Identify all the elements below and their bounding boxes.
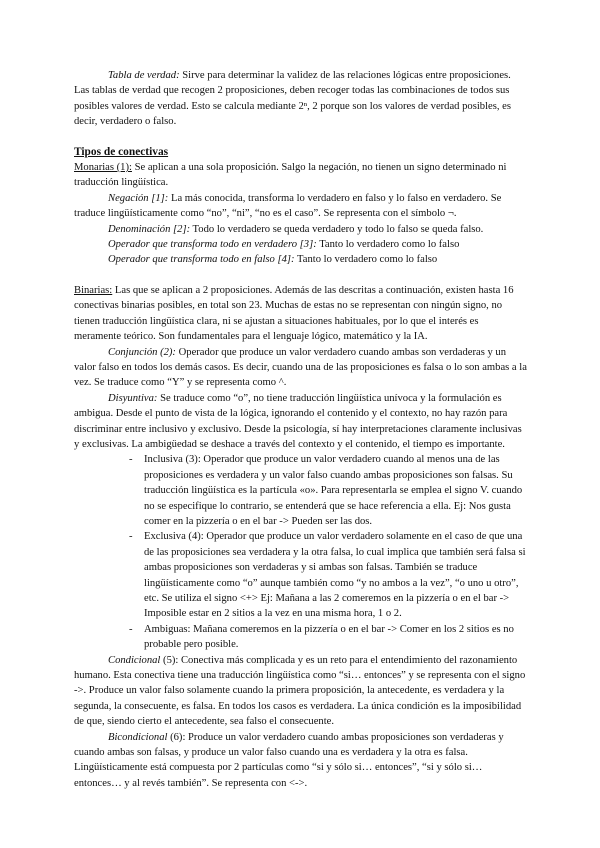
exclusiva-text: Exclusiva (4): Operador que produce un valor verdadero solamente en el caso de que una de las proposiciones sea verdadera y la otra falsa, lo cual implica que también será falsa si ambas proposiciones son verdaderas y si ambas son falsas. También se traduce lingüísticamente como “o” aunque también como “y no ambos a la vez”, “o uno u otro”, etc. Se utiliza el signo <+> Ej: Mañana a las 2 comeremos en la pizzería o en el bar -> Imposible estar en 2 sitios a la vez en una misma hora, 1 o 2. bbox=[144, 531, 526, 620]
conjuncion-text: Operador que produce un valor verdadero cuando ambas son verdaderas y un valor falso en todos los demás casos. Es decir, cuando una de las proposiciones es falsa o lo son ambas a la vez. Se traduce como “Y” y se representa como ^. bbox=[74, 346, 527, 389]
denominacion-paragraph bbox=[74, 222, 528, 237]
binarias-term: Binarias: bbox=[74, 284, 113, 296]
disyuntiva-text: Se traduce como “o”, no tiene traducción lingüística unívoca y la formulación es ambigua. Desde el punto de vista de la lógica, ignorando el contenido y el contexto, no hay razón para discriminar entre inclusivo y exclusivo. Desde la psicología, sí hay interpretaciones claramente inclusivas y exclusivas. La ambigüedad se deshace a través del contexto y el contenido, el tiempo es importante. bbox=[74, 392, 522, 450]
disyuntiva-paragraph bbox=[74, 391, 528, 453]
conjuncion-term: Conjunción (2): bbox=[108, 346, 176, 358]
monarias-term: Monarias (1): bbox=[74, 162, 132, 174]
section-title: Tipos de conectivas bbox=[74, 145, 169, 158]
truth-table-term: Tabla de verdad: bbox=[108, 70, 180, 81]
operador-verdadero-term: Operador que transforma todo en verdadero [3]: bbox=[108, 239, 317, 251]
operador-falso-term: Operador que transforma todo en falso [4]: bbox=[108, 254, 295, 266]
negacion-text: La más conocida, transforma lo verdadero en falso y lo falso en verdadero. Se traduce lingüísticamente como “no”, “ni”, “no es el caso”. Se representa con el símbolo ¬. bbox=[74, 192, 502, 220]
conjuncion-paragraph bbox=[74, 345, 528, 391]
spacer bbox=[74, 268, 528, 283]
list-item-inclusiva bbox=[129, 452, 528, 529]
bicondicional-text: (6): Produce un valor verdadero cuando ambas proposiciones son verdaderas y cuando ambas son falsas, y produce un valor falso cuando una es verdadera y la otra es falsa. Lingüísticamente está compuesta por 2 partículas como “si y sólo si… entonces”, “si y sólo si… entonces… y al revés también”. Se representa con <->. bbox=[74, 731, 504, 789]
operador-verdadero-paragraph bbox=[74, 237, 528, 252]
truth-table-text: Sirve para determinar la validez de las relaciones lógicas entre proposiciones. Las tablas de verdad que recogen 2 proposiciones, deben recoger todas las combinaciones de todos sus posibles valores de verdad. Esto se calcula mediante 2ⁿ, 2 porque son los valores de verdad posibles, es decir, verdadero o falso. bbox=[74, 70, 511, 128]
monarias-paragraph bbox=[74, 160, 528, 191]
list-item-exclusiva bbox=[129, 529, 528, 621]
dash-bullet: - bbox=[129, 531, 133, 543]
bicondicional-term: Bicondicional bbox=[108, 731, 168, 743]
disyuntiva-term: Disyuntiva: bbox=[108, 392, 158, 404]
monarias-text: Se aplican a una sola proposición. Salgo la negación, no tienen un signo determinado ni traducción lingüística. bbox=[74, 162, 507, 189]
negacion-term: Negación [1]: bbox=[108, 192, 169, 204]
document-body bbox=[74, 68, 528, 791]
truth-table-paragraph bbox=[74, 68, 528, 130]
inclusiva-text: Inclusiva (3): Operador que produce un valor verdadero cuando al menos una de las proposiciones es verdadera y un valor falso cuando ambas proposiciones son falsas. Su traducción lingüística es la partícula «o». Para representarla se emplea el signo V. cuando no se especifique lo contrario, se entenderá que se hace referencia a ella. Ej: Nos gusta comer en la pizzería o en el bar -> Pueden ser las dos. bbox=[144, 454, 523, 527]
list-item-ambiguas bbox=[129, 622, 528, 653]
ambiguas-text: Ambiguas: Mañana comeremos en la pizzería o en el bar -> Comer en los 2 sitios es no probable pero posible. bbox=[144, 623, 514, 651]
negacion-paragraph bbox=[74, 191, 528, 222]
binarias-paragraph bbox=[74, 283, 528, 345]
operador-falso-paragraph bbox=[74, 252, 528, 267]
denominacion-term: Denominación [2]: bbox=[108, 223, 191, 235]
dash-bullet: - bbox=[129, 454, 133, 466]
dash-bullet: - bbox=[129, 623, 133, 635]
condicional-term: Condicional bbox=[108, 654, 161, 666]
operador-falso-text: Tanto lo verdadero como lo falso bbox=[294, 254, 438, 266]
operador-verdadero-text: Tanto lo verdadero como lo falso bbox=[316, 239, 460, 251]
condicional-paragraph bbox=[74, 653, 528, 730]
denominacion-text: Todo lo verdadero se queda verdadero y todo lo falso se queda falso. bbox=[190, 223, 484, 235]
condicional-text: (5): Conectiva más complicada y es un reto para el entendimiento del razonamiento humano. Esta conectiva tiene una traducción lingüística como “si… entonces” y se representa con el signo ->. Produce un valor falso solamente cuando la primera proposición, la antecedente, es verdadera y la segunda, la consecuente, es falsa. En todos los casos es verdadera. La única condición es la imposibilidad de que, siendo cierto el antecedente, sea falso el consecuente. bbox=[74, 654, 526, 728]
disyuntiva-list bbox=[74, 452, 528, 652]
bicondicional-paragraph bbox=[74, 730, 528, 792]
binarias-text: Las que se aplican a 2 proposiciones. Además de las descritas a continuación, existen hasta 16 conectivas binarias posibles, en total son 23. Muchas de estas no se representan con ningún signo, no tienen traducción lingüística clara, ni se ajustan a situaciones habituales, por lo que el interés es meramente teórico. Son fundamentales para el lenguaje lógico, matemático y la IA. bbox=[74, 284, 514, 343]
